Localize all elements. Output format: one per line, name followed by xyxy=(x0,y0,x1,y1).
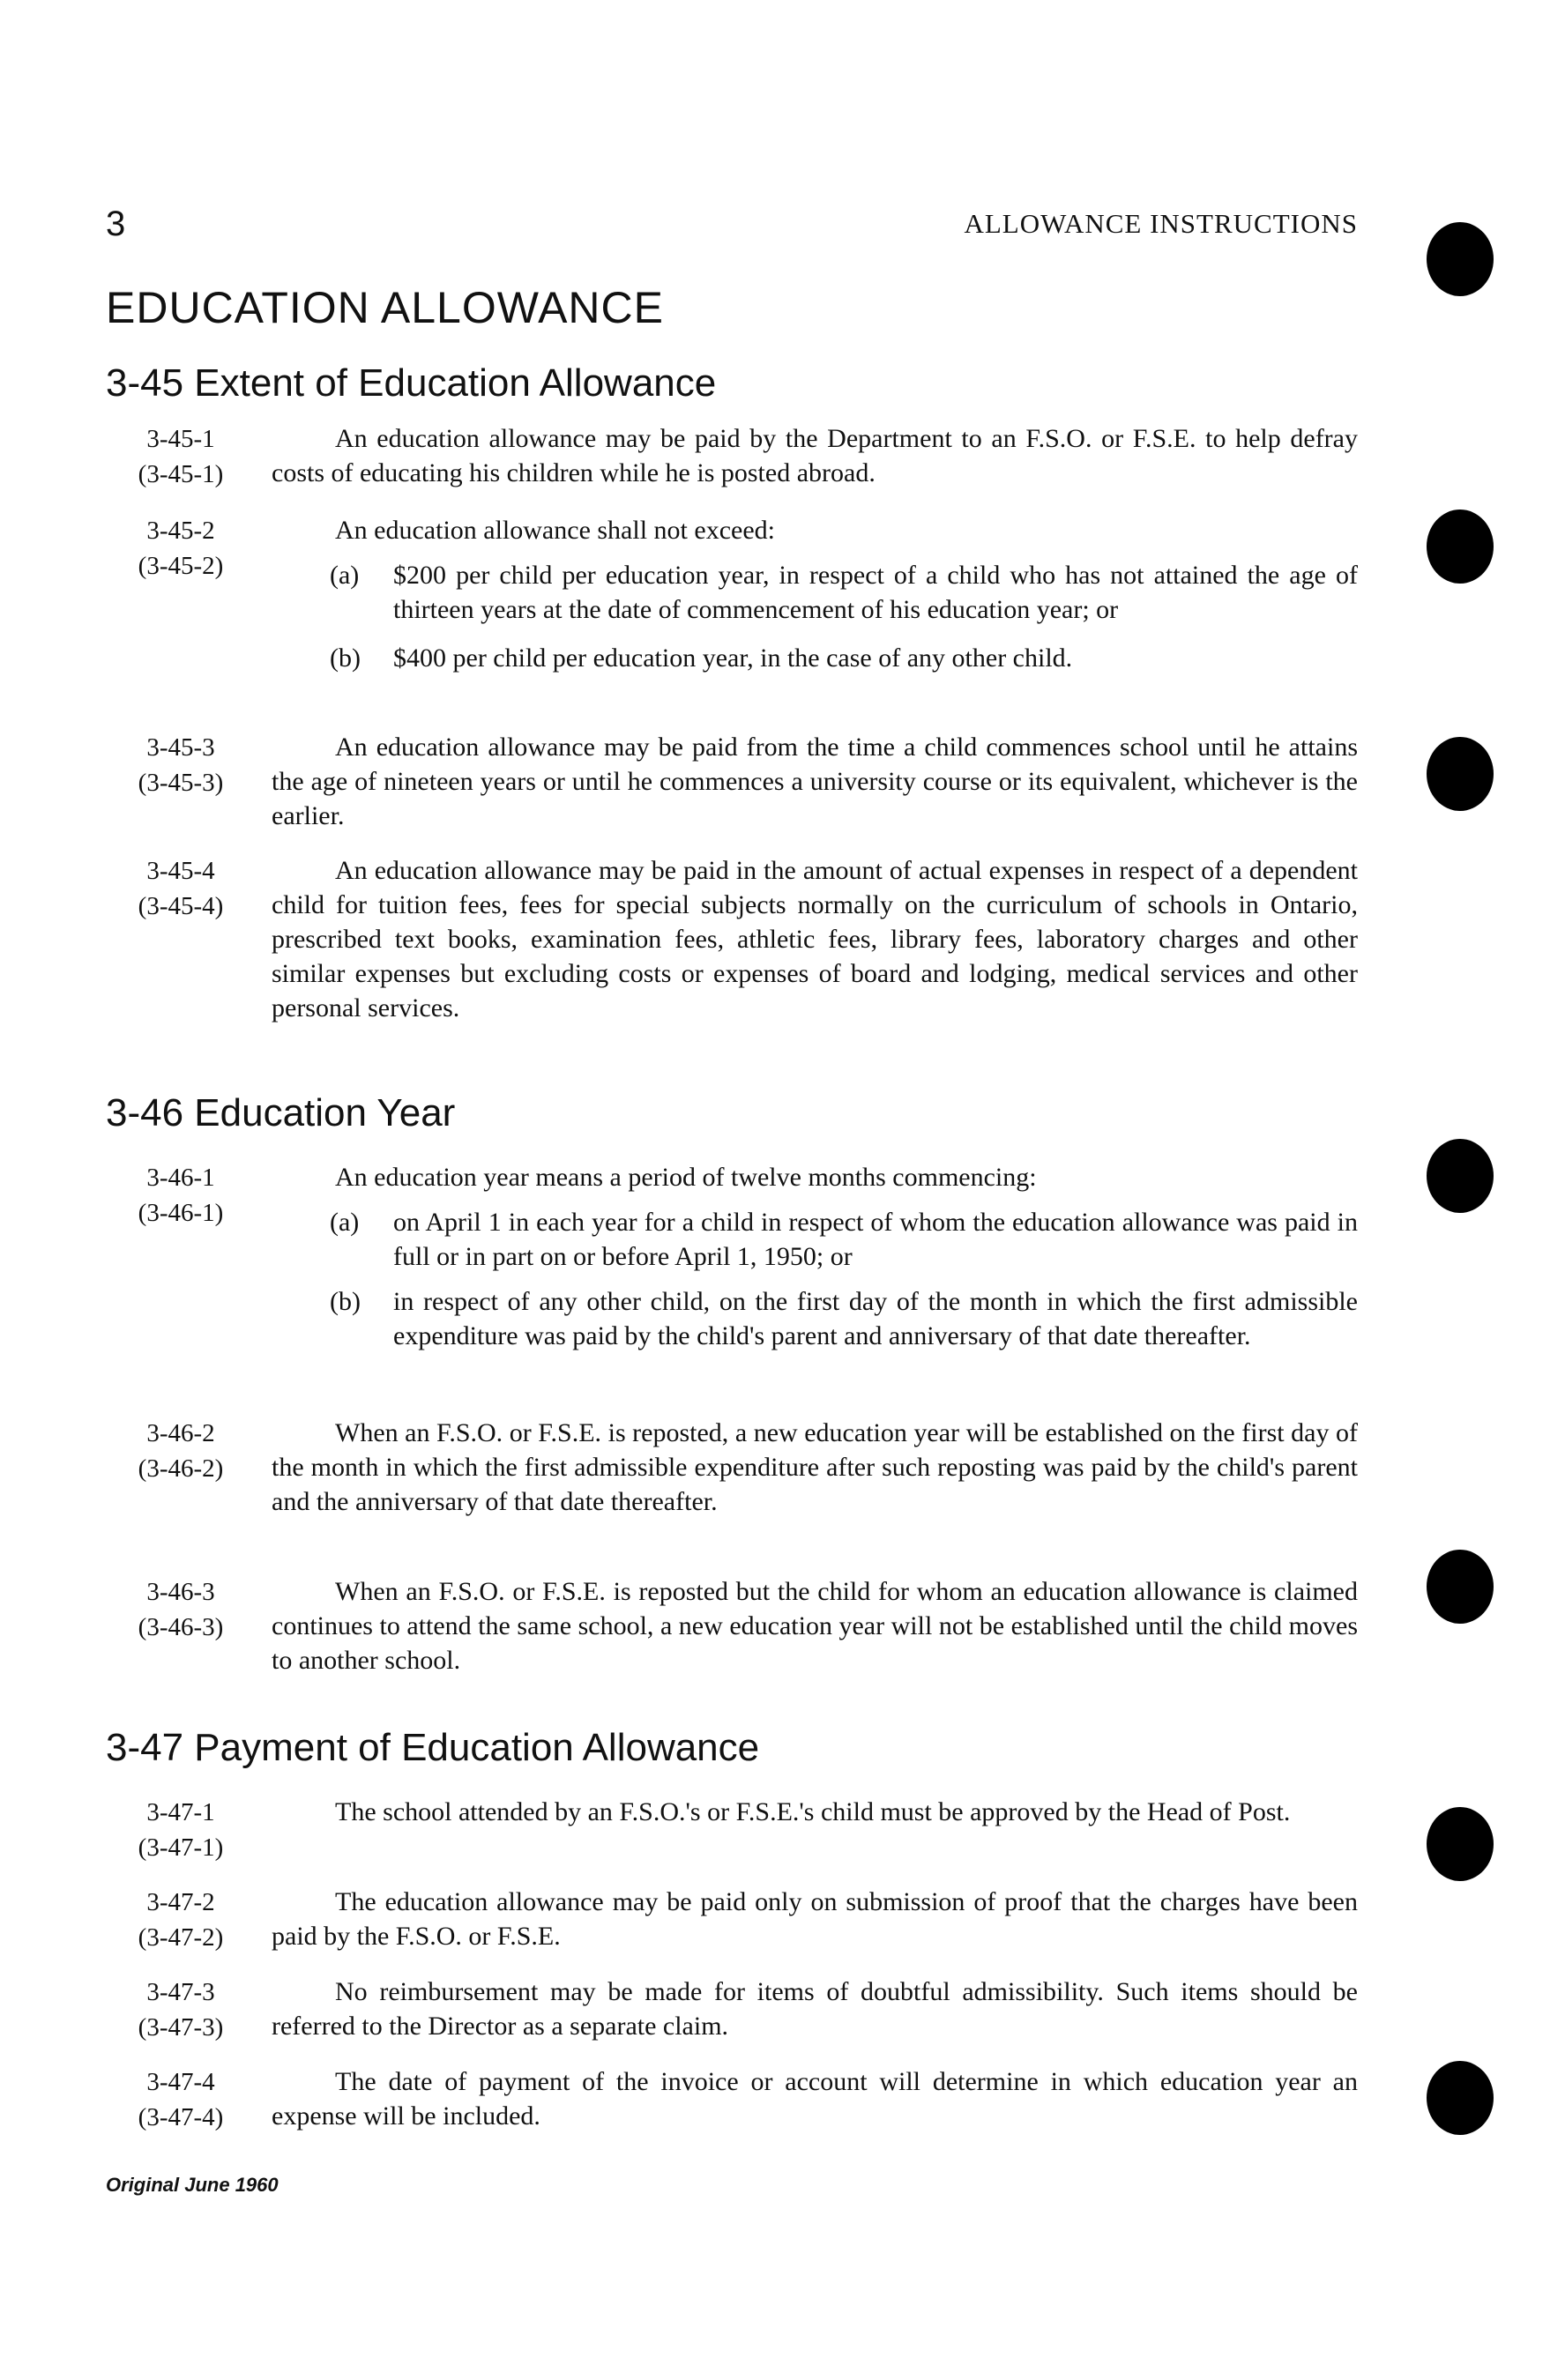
paragraph-number: 3-47-1 (3-47-1) xyxy=(138,1798,224,1862)
footer-note: Original June 1960 xyxy=(106,2174,279,2196)
paragraph-3-45-4 xyxy=(106,853,1358,1025)
paragraph-text: An education allowance may be paid by the Department to an F.S.O. or F.S.E. to help defray costs of educating his children while he is posted abroad. xyxy=(272,424,1358,487)
paragraph-text: An education allowance may be paid from the time a child commences school until he attains the age of nineteen years or until he commences a university course or its equivalent, whichever is the earlier. xyxy=(272,733,1358,830)
binder-hole xyxy=(1427,509,1494,584)
binder-hole xyxy=(1427,1807,1494,1881)
paragraph-text: When an F.S.O. or F.S.E. is reposted, a new education year will be established on the first day of the month in which the first admissible expenditure after such reposting was paid by the child's parent and the anniversary of that date thereafter. xyxy=(272,1418,1358,1516)
paragraph-number: 3-46-3 (3-46-3) xyxy=(138,1578,224,1641)
paragraph-text: The school attended by an F.S.O.'s or F.S.E.'s child must be approved by the Head of Post. xyxy=(335,1797,1291,1826)
paragraph-number: 3-45-2 (3-45-2) xyxy=(138,517,224,580)
paragraph-number: 3-47-2 (3-47-2) xyxy=(138,1888,224,1952)
paragraph-3-45-3 xyxy=(106,730,1358,833)
paragraph-text: The education allowance may be paid only on submission of proof that the charges have been paid by the F.S.O. or F.S.E. xyxy=(272,1887,1358,1951)
list-item: (a) $200 per child per education year, in respect of a child who has not attained the age of thirteen years at the date of commencement of his education year; or xyxy=(330,561,1358,624)
section-heading-3-47: 3-47 Payment of Education Allowance xyxy=(106,1726,760,1769)
paragraph-text: The date of payment of the invoice or account will determine in which education year an expense will be included. xyxy=(272,2067,1358,2131)
binder-hole xyxy=(1427,1550,1494,1624)
section-heading-3-46: 3-46 Education Year xyxy=(106,1091,456,1134)
paragraph-number: 3-46-2 (3-46-2) xyxy=(138,1419,224,1483)
paragraph-3-45-1 xyxy=(106,421,1358,490)
binder-hole xyxy=(1427,2061,1494,2135)
paragraph-text: An education year means a period of twelve months commencing: xyxy=(335,1163,1037,1192)
paragraph-3-47-3 xyxy=(106,1975,1358,2043)
paragraph-3-47-1 xyxy=(106,1795,1358,1862)
paragraph-text: When an F.S.O. or F.S.E. is reposted but the child for whom an education allowance is claimed continues to attend the same school, a new education year will not be established until the child moves to another school. xyxy=(272,1577,1358,1675)
page-number: 3 xyxy=(106,205,126,243)
chapter-title: EDUCATION ALLOWANCE xyxy=(106,283,664,332)
paragraph-3-46-2 xyxy=(106,1416,1358,1519)
paragraph-number: 3-45-1 (3-45-1) xyxy=(138,425,224,488)
paragraph-3-47-2 xyxy=(106,1885,1358,1953)
paragraph-text: No reimbursement may be made for items of doubtful admissibility. Such items should be referred to the Director as a separate claim. xyxy=(272,1977,1358,2041)
paragraph-number: 3-47-4 (3-47-4) xyxy=(138,2068,224,2131)
paragraph-number: 3-47-3 (3-47-3) xyxy=(138,1978,224,2042)
paragraph-text: An education allowance shall not exceed: xyxy=(335,516,775,545)
binder-hole xyxy=(1427,737,1494,811)
binder-hole xyxy=(1427,1139,1494,1213)
paragraph-number: 3-46-1 (3-46-1) xyxy=(138,1164,224,1227)
list-item: (a) on April 1 in each year for a child in respect of whom the education allowance was paid in full or in part on or before April 1, 1950; or xyxy=(330,1208,1358,1271)
binder-hole xyxy=(1427,222,1494,296)
paragraph-text: An education allowance may be paid in the amount of actual expenses in respect of a dependent child for tuition fees, fees for special subjects normally on the curriculum of schools in Ontario, prescribed text books, examination fees, athletic fees, library fees, laboratory charges and other similar expenses but excluding costs or expenses of board and lodging, medical services and other personal services. xyxy=(272,856,1358,1023)
running-title: ALLOWANCE INSTRUCTIONS xyxy=(964,208,1358,239)
section-heading-3-45: 3-45 Extent of Education Allowance xyxy=(106,361,717,405)
list-item: (b) in respect of any other child, on the first day of the month in which the first admissible expenditure was paid by the child's parent and anniversary of that date thereafter. xyxy=(330,1287,1358,1350)
paragraph-number: 3-45-4 (3-45-4) xyxy=(138,857,224,920)
paragraph-3-45-2 xyxy=(106,513,1358,675)
paragraph-3-47-4 xyxy=(106,2064,1358,2133)
paragraph-3-46-3 xyxy=(106,1574,1358,1677)
paragraph-number: 3-45-3 (3-45-3) xyxy=(138,733,224,797)
running-header xyxy=(106,205,1358,249)
paragraph-3-46-1 xyxy=(106,1160,1358,1353)
list-item: (b) $400 per child per education year, in the case of any other child. xyxy=(330,643,1073,673)
